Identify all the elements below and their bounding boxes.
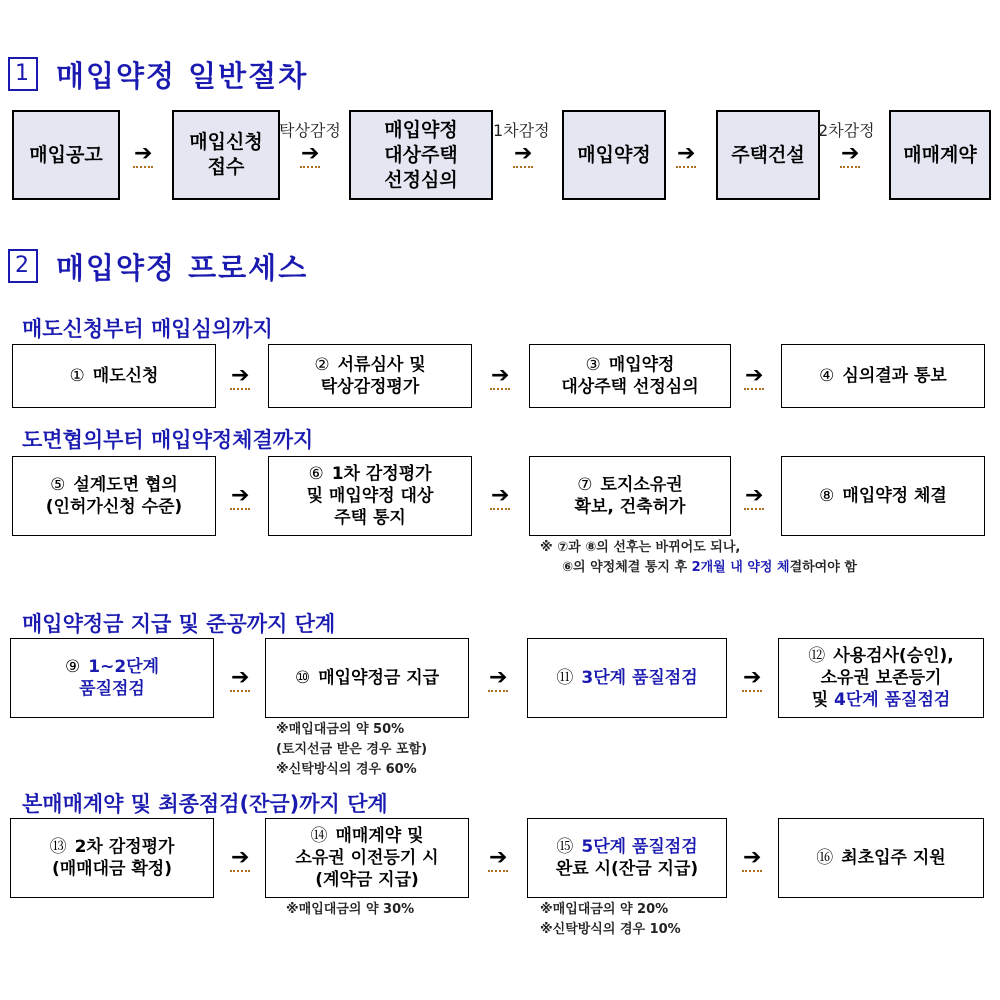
- step-10-box: ⑩ 매입약정금 지급: [265, 638, 469, 718]
- group3-title: 매입약정금 지급 및 준공까지 단계: [22, 612, 336, 636]
- step-14-box: ⑭ 매매계약 및 소유권 이전등기 시 (계약금 지급): [265, 818, 469, 898]
- step-13-box: ⑬ 2차 감정평가 (매매대금 확정): [10, 818, 214, 898]
- arrow-icon: ➔: [134, 141, 153, 166]
- section2-number: 2: [8, 249, 38, 283]
- group1-title: 매도신청부터 매입심의까지: [22, 317, 273, 341]
- step-box-purchase-agreement: 매입약정: [562, 110, 666, 200]
- step-5-box: ⑤ 설계도면 협의 (인허가신청 수준): [12, 456, 216, 536]
- section1-number: 1: [8, 57, 38, 91]
- arrow-icon: ➔: [231, 665, 250, 690]
- step-4-box: ④ 심의결과 통보: [781, 344, 985, 408]
- step-9-box: ⑨ 1~2단계 품질점검: [10, 638, 214, 718]
- step-1-box: ① 매도신청: [12, 344, 216, 408]
- arrow-icon: ➔: [745, 363, 764, 388]
- arrow-icon: ➔: [743, 845, 762, 870]
- section2-title: [8, 248, 308, 284]
- step-box-application: 매입신청 접수: [172, 110, 280, 200]
- label-first-appraisal: 1차감정: [493, 121, 550, 140]
- section2-title-text: 매입약정 프로세스: [56, 250, 309, 285]
- arrow-icon: ➔: [491, 363, 510, 388]
- arrow-icon: ➔: [489, 845, 508, 870]
- step-8-box: ⑧ 매입약정 체결: [781, 456, 985, 536]
- step-16-box: ⑯ 최초입주 지원: [778, 818, 984, 898]
- step-12-box: ⑫ 사용검사(승인), 소유권 보존등기 및 4단계 품질점검: [778, 638, 984, 718]
- arrow-icon: ➔: [301, 141, 320, 166]
- arrow-icon: ➔: [514, 141, 533, 166]
- note-payment-ratio: ※매입대금의 약 50% (토지선금 받은 경우 포함) ※신탁방식의 경우 60%: [276, 722, 428, 777]
- arrow-icon: ➔: [231, 845, 250, 870]
- section1-title-text: 매입약정 일반절차: [56, 58, 309, 93]
- section1-title: [8, 56, 308, 92]
- step-box-sales-contract: 매매계약: [889, 110, 991, 200]
- arrow-icon: ➔: [491, 483, 510, 508]
- step-2-box: ② 서류심사 및 탁상감정평가: [268, 344, 472, 408]
- step-7-box: ⑦ 토지소유권 확보, 건축허가: [529, 456, 731, 536]
- note-sequence: ※ ⑦과 ⑧의 선후는 바뀌어도 되나, ⑥의 약정체결 통지 후 2개월 내 약정 체결하여야 함: [540, 540, 857, 575]
- step-11-box: ⑪ 3단계 품질점검: [527, 638, 727, 718]
- arrow-icon: ➔: [841, 141, 860, 166]
- arrow-icon: ➔: [489, 665, 508, 690]
- label-desk-appraisal: 탁상감정: [279, 121, 341, 140]
- arrow-icon: ➔: [231, 363, 250, 388]
- arrow-icon: ➔: [743, 665, 762, 690]
- step-box-purchase-notice: 매입공고: [12, 110, 120, 200]
- note-contract-payment: ※매입대금의 약 30%: [286, 902, 415, 917]
- group2-title: 도면협의부터 매입약정체결까지: [22, 428, 314, 452]
- note-final-payment: ※매입대금의 약 20% ※신탁방식의 경우 10%: [540, 902, 681, 937]
- step-3-box: ③ 매입약정 대상주택 선정심의: [529, 344, 731, 408]
- step-box-selection-review: 매입약정 대상주택 선정심의: [349, 110, 493, 200]
- step-15-box: ⑮ 5단계 품질점검 완료 시(잔금 지급): [527, 818, 727, 898]
- label-second-appraisal: 2차감정: [818, 121, 875, 140]
- arrow-icon: ➔: [745, 483, 764, 508]
- arrow-icon: ➔: [231, 483, 250, 508]
- step-box-construction: 주택건설: [716, 110, 820, 200]
- arrow-icon: ➔: [677, 141, 696, 166]
- group4-title: 본매매계약 및 최종점검(잔금)까지 단계: [22, 792, 388, 816]
- step-6-box: ⑥ 1차 감정평가 및 매입약정 대상 주택 통지: [268, 456, 472, 536]
